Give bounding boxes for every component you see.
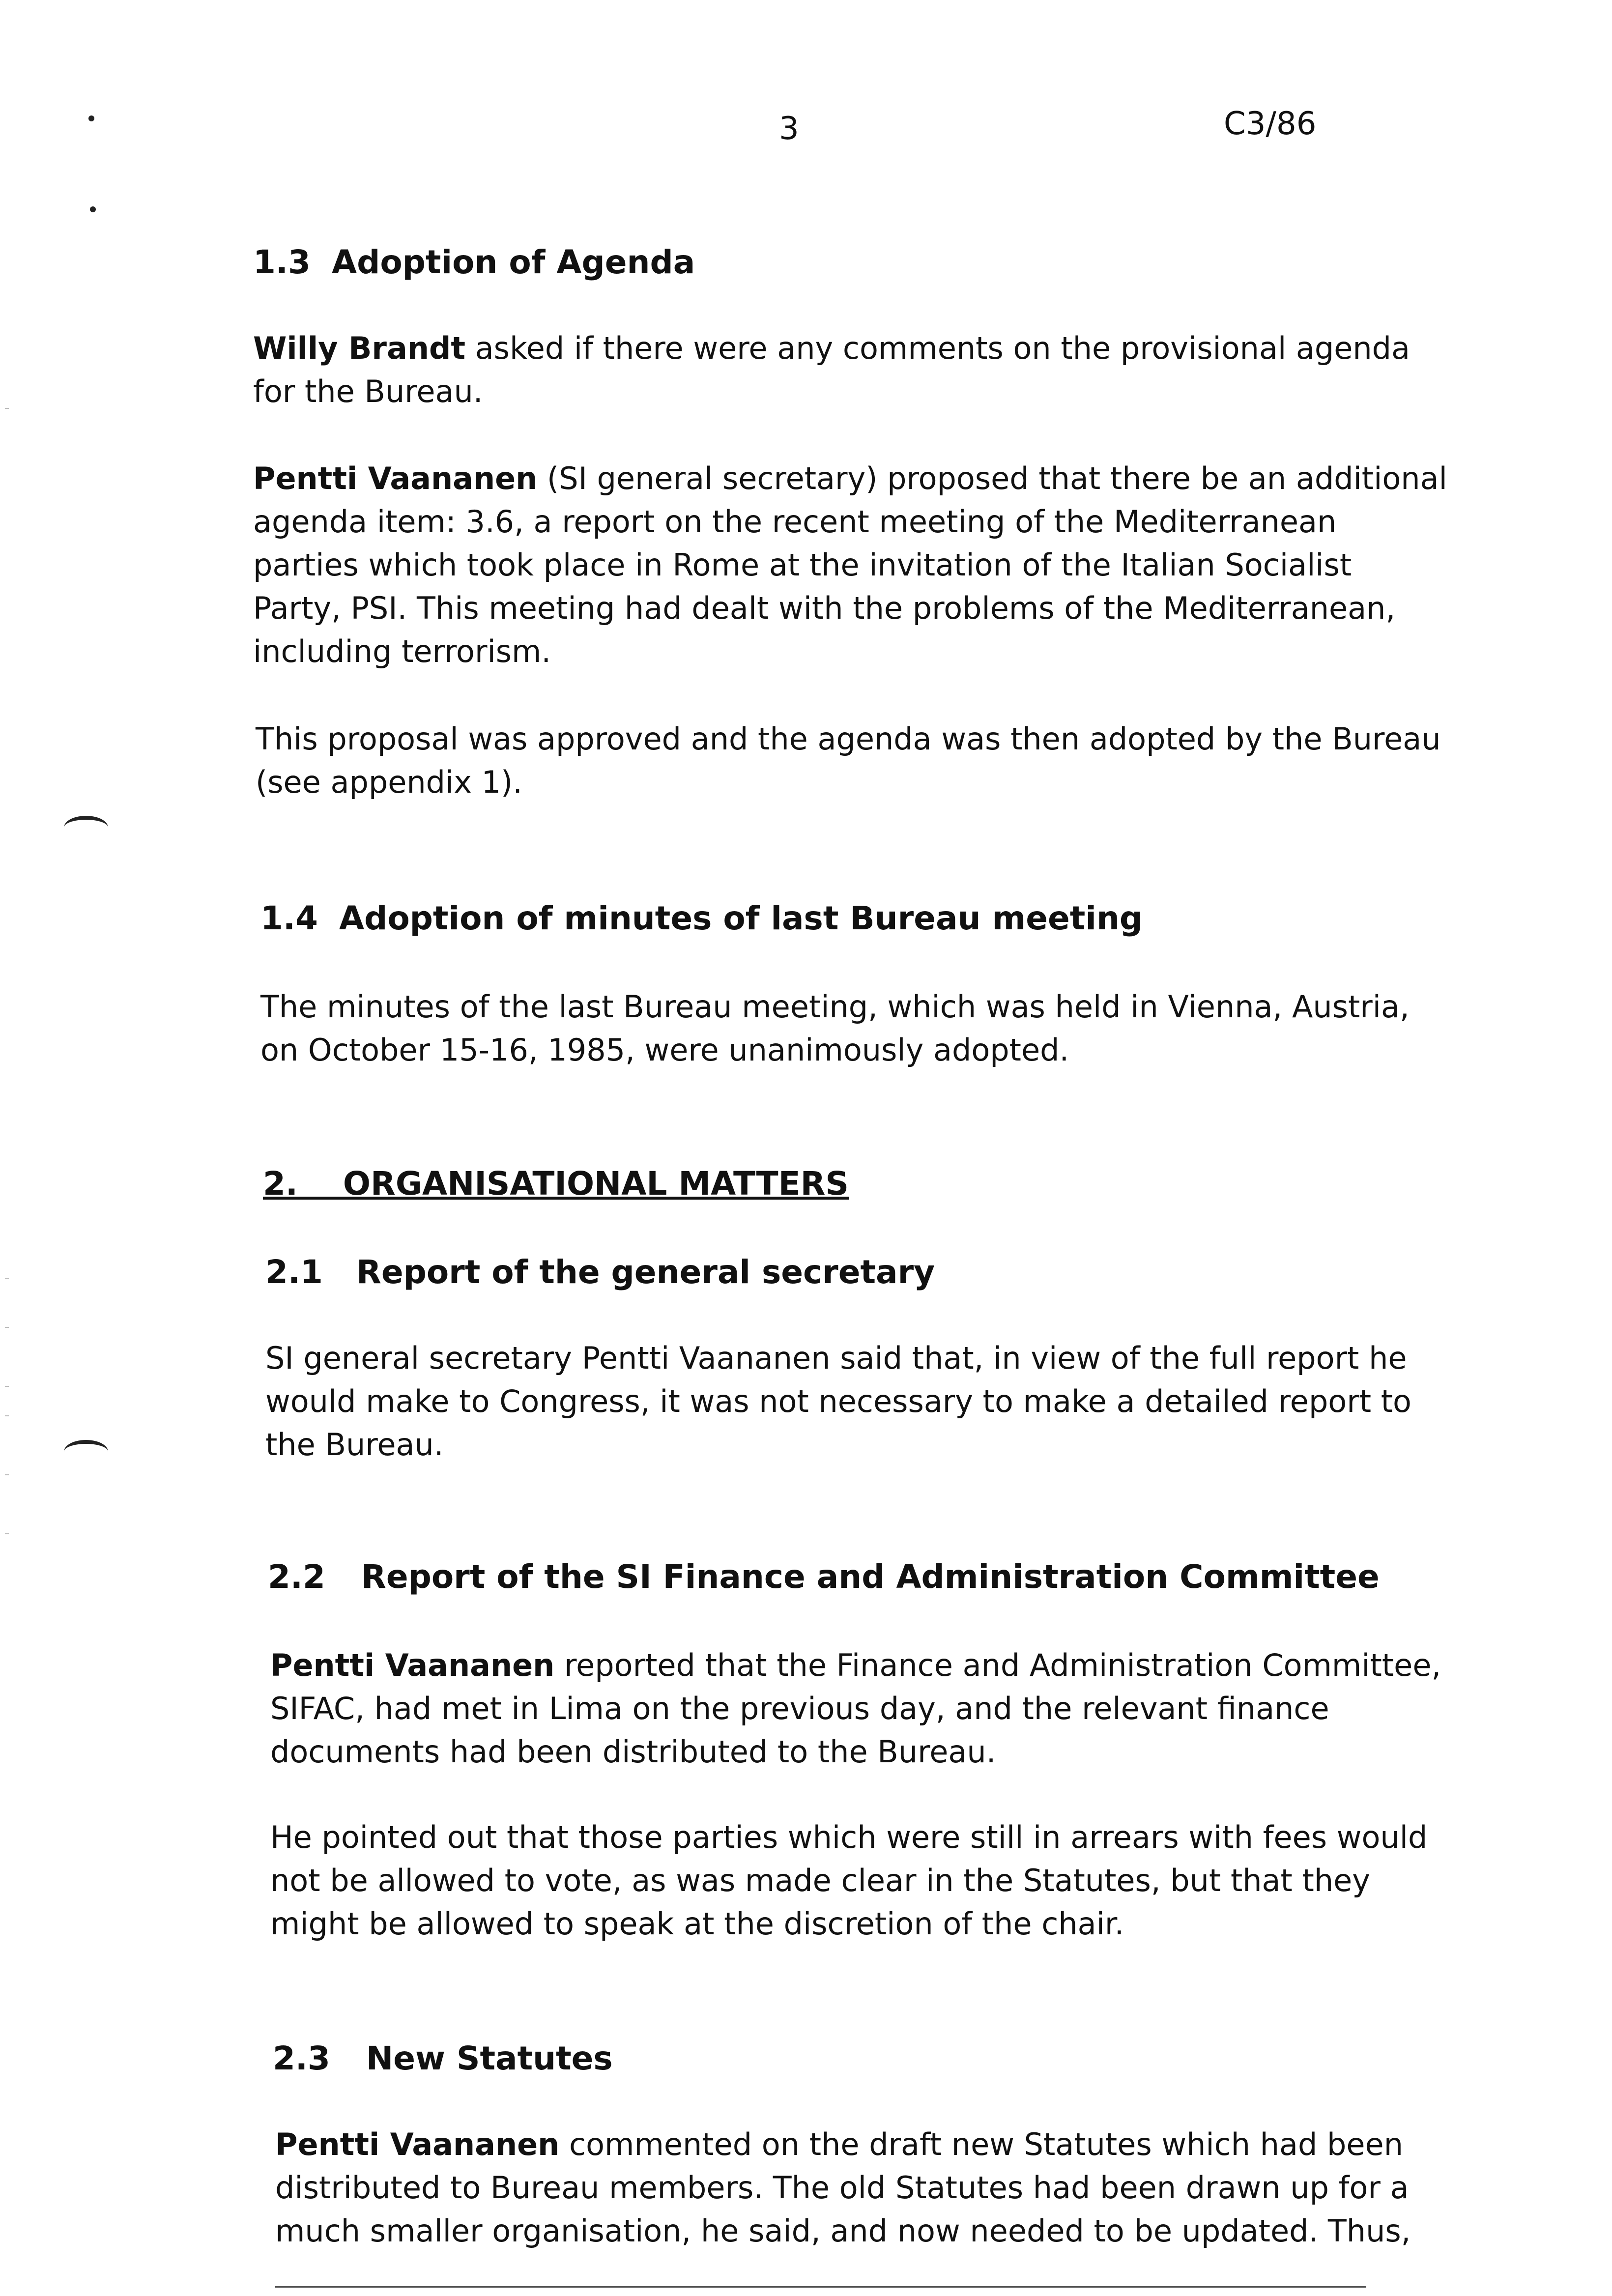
chapter-heading-2: 2. ORGANISATIONAL MATTERS — [263, 1165, 849, 1203]
binding-mark — [64, 816, 108, 839]
edge-tick — [5, 1533, 9, 1534]
section-heading-2-3 — [273, 2039, 613, 2077]
edge-tick — [5, 1474, 9, 1475]
edge-tick — [5, 1327, 9, 1328]
section-heading-1-4 — [260, 899, 1143, 937]
speaker-name: Pentti Vaananen — [270, 1647, 555, 1683]
paragraph — [275, 2123, 1469, 2253]
margin-dot — [90, 206, 96, 212]
section-number: 2.1 — [265, 1253, 323, 1291]
document-code: C3/86 — [1224, 106, 1317, 142]
paragraph-text: (SI general secretary) proposed that there be an additional agenda item: 3.6, a report on the recent meeting of the Mediterranean parties which took place in Rome at the invitation of the Italian Socialist Party, PSI. This meeting had dealt with the problems of the Mediterranean, including terrorism. — [253, 460, 1447, 669]
section-title: Report of the general secretary — [356, 1253, 935, 1291]
paragraph: He pointed out that those parties which were still in arrears with fees would not be allowed to vote, as was made clear in the Statutes, but that they might be allowed to speak at the discretion of the chair. — [270, 1819, 1428, 1942]
section-heading-2-2 — [268, 1558, 1380, 1596]
margin-dot — [88, 115, 94, 121]
speaker-name: Pentti Vaananen — [275, 2126, 560, 2162]
section-number: 1.4 — [260, 899, 318, 937]
edge-tick — [5, 1415, 9, 1416]
paragraph: This proposal was approved and the agenda was then adopted by the Bureau (see appendix 1). — [256, 721, 1441, 800]
paragraph-text: commented on the draft new Statutes which had been distributed to Bureau members. The old Statutes had been drawn up for a much smaller organisation, he said, and now needed to be updated. Thus, — [275, 2126, 1411, 2249]
edge-tick — [5, 1386, 9, 1387]
edge-tick — [5, 408, 9, 409]
section-title: Report of the SI Finance and Administration Committee — [361, 1558, 1380, 1596]
section-title: Adoption of minutes of last Bureau meeting — [339, 899, 1143, 937]
paragraph: SI general secretary Pentti Vaananen said that, in view of the full report he would make to Congress, it was not necessary to make a detailed report to the Bureau. — [265, 1340, 1411, 1463]
paragraph — [253, 457, 1447, 673]
paragraph — [253, 327, 1447, 413]
binding-mark — [64, 1440, 108, 1464]
paragraph-text: asked if there were any comments on the provisional agenda for the Bureau. — [253, 330, 1410, 409]
section-number: 2.3 — [273, 2039, 330, 2077]
section-number: 1.3 — [253, 243, 311, 281]
page-bottom-rule — [275, 2286, 1366, 2288]
paragraph — [270, 1644, 1465, 1774]
paragraph: The minutes of the last Bureau meeting, which was held in Vienna, Austria, on October 15-16, 1985, were unanimously adopted. — [260, 989, 1410, 1068]
edge-tick — [5, 1278, 9, 1279]
speaker-name: Willy Brandt — [253, 330, 465, 366]
page-number: 3 — [779, 111, 799, 147]
section-heading-1-3 — [253, 243, 695, 281]
paragraph-text: reported that the Finance and Administration Committee, SIFAC, had met in Lima on the previous day, and the relevant finance documents had been distributed to the Bureau. — [270, 1647, 1441, 1770]
section-title: New Statutes — [366, 2039, 613, 2077]
speaker-name: Pentti Vaananen — [253, 460, 538, 496]
section-heading-2-1 — [265, 1253, 935, 1291]
section-number: 2.2 — [268, 1558, 325, 1596]
section-title: Adoption of Agenda — [332, 243, 695, 281]
